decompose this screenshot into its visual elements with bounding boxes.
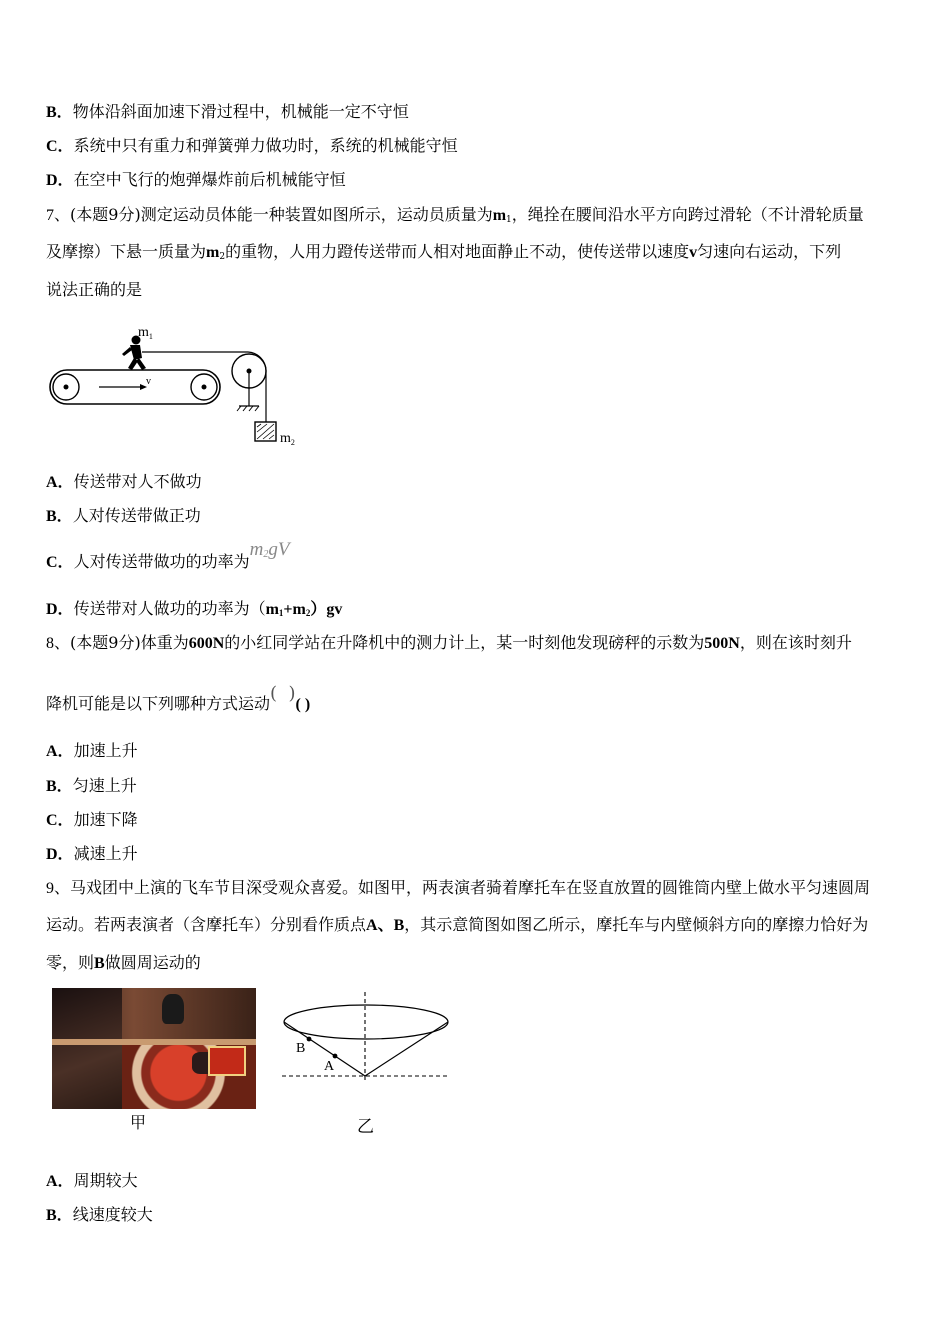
point-a-label: A [324, 1059, 335, 1074]
q6-option-d: D．在空中飞行的炮弹爆炸前后机械能守恒 [46, 170, 346, 189]
q9-option-b: B．线速度较大 [46, 1205, 153, 1224]
m2-label: m [280, 431, 291, 446]
q7-option-c: C．人对传送带做功的功率为$m_2gV$ [46, 539, 290, 571]
q7-option-b: B．人对传送带做正功 [46, 506, 201, 525]
runner-icon [122, 336, 146, 371]
q7-stem-line2: 及摩擦）下悬一质量为$m_2$的重物，人用力蹬传送带而人相对地面静止不动，使传送带以速度v匀速向右运动，下列 [46, 242, 842, 262]
cone-right-wall [365, 1022, 448, 1076]
motorcycle-show-photo [52, 988, 256, 1109]
q9-stem-line3: 零，则B做圆周运动的 [46, 953, 201, 972]
answer-paren-faded: ( ) [270, 683, 296, 704]
point-a-dot [333, 1054, 338, 1059]
q7-conveyor-figure [44, 318, 314, 454]
q7-stem-line1: 7、(本题9分)测定运动员体能一种装置如图所示，运动员质量为$m_1$，绳拴在腰间沿水平方向跨过滑轮（不计滑轮质量 [46, 205, 864, 225]
fig-jia-caption: 甲 [130, 1113, 147, 1132]
m1-label: m [138, 325, 149, 340]
q8-option-c: C．加速下降 [46, 810, 138, 829]
power-formula: $m_2gV$ [249, 539, 290, 560]
q8-option-b: B．匀速上升 [46, 776, 137, 795]
svg-text:m2: $m_2$ [280, 431, 295, 447]
cone-rim [284, 1005, 448, 1039]
point-b-label: B [296, 1041, 306, 1056]
fig-yi-caption: 乙 [357, 1117, 374, 1137]
q6-option-c: C．系统中只有重力和弹簧弹力做功时，系统的机械能守恒 [46, 136, 458, 155]
q8-stem-line2: 降机可能是以下列哪种方式运动( )( ) [46, 683, 311, 713]
q7-option-d: D．传送带对人做功的功率为$(m_1+m_2)gv$ [46, 599, 343, 618]
svg-text:m1: $m_1$ [138, 325, 153, 341]
q9-stem-line1: 9、马戏团中上演的飞车节目深受观众喜爱。如图甲，两表演者骑着摩托车在竖直放置的圆锥筒内壁上做水平匀速圆周 [46, 878, 871, 897]
q7-stem-line3: 说法正确的是 [46, 280, 143, 299]
q9-stem-line2: 运动。若两表演者（含摩托车）分别看作质点A、B，其示意简图如图乙所示，摩托车与内壁倾斜方向的摩擦力恰好为 [46, 915, 869, 934]
q6-option-b: B．物体沿斜面加速下滑过程中，机械能一定不守恒 [46, 102, 409, 121]
q8-option-d: D．减速上升 [46, 844, 138, 863]
q9-option-a: A．周期较大 [46, 1171, 138, 1190]
answer-paren: ( ) [295, 696, 311, 713]
q7-option-a: A．传送带对人不做功 [46, 472, 202, 491]
v-label: v [146, 376, 151, 387]
q8-option-a: A．加速上升 [46, 741, 138, 760]
q8-stem-line1: 8、(本题9分)体重为600N的小红同学站在升降机中的测力计上，某一时刻他发现磅秤的示数为500N，则在该时刻升 [46, 633, 852, 652]
point-b-dot [307, 1037, 312, 1042]
cone-diagram [276, 990, 456, 1132]
